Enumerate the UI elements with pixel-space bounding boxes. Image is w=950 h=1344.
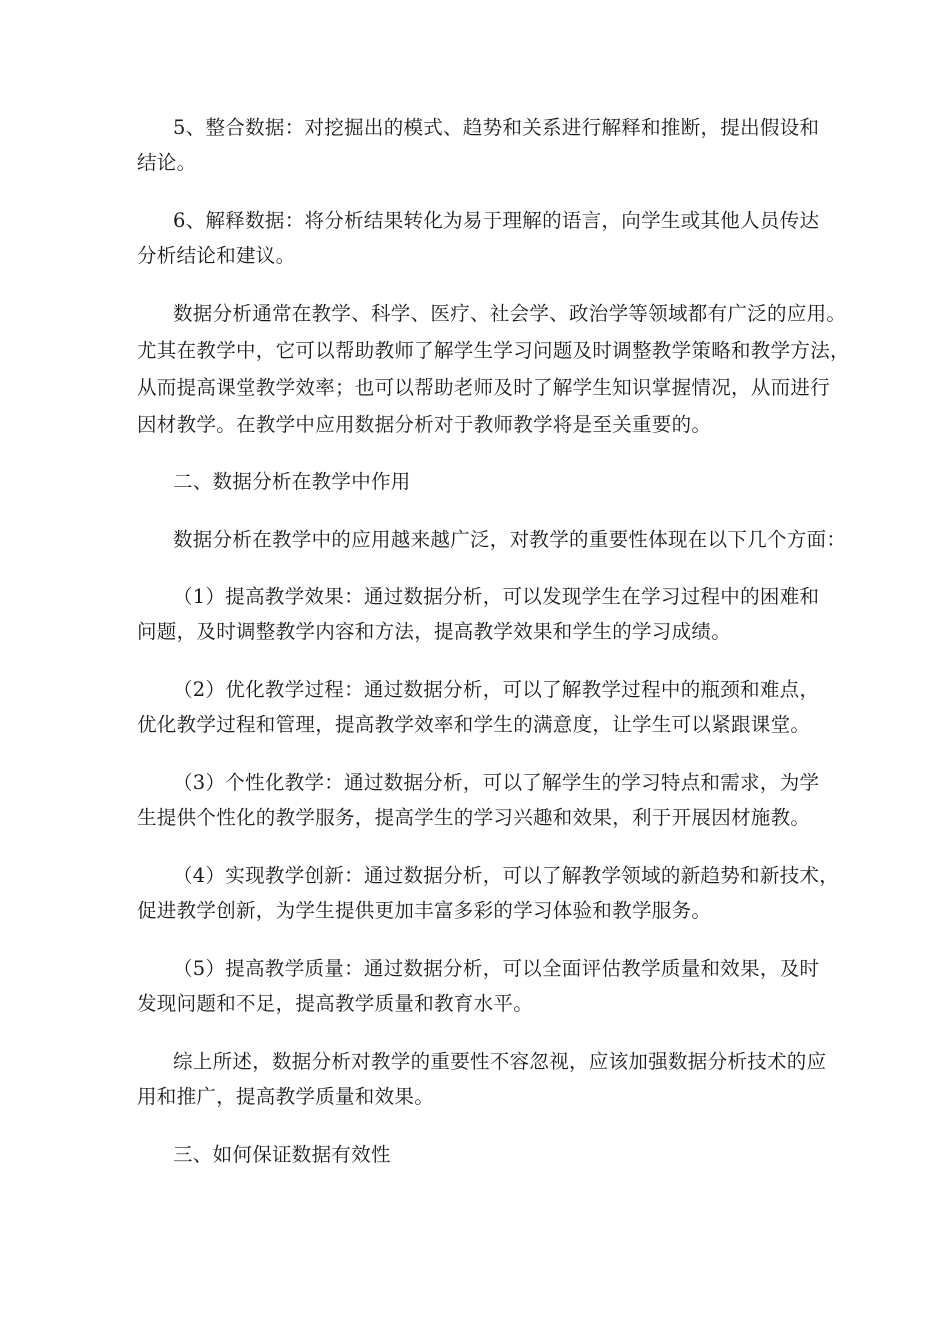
paragraph-usage-line3: 从而提高课堂教学效率；也可以帮助老师及时了解学生知识掌握情况，从而进行 xyxy=(137,376,831,399)
section-heading-2: 二、数据分析在教学中作用 xyxy=(173,470,411,493)
list-item-5-line2: 发现问题和不足，提高教学质量和教育水平。 xyxy=(137,992,534,1015)
list-item-4-line2: 促进教学创新，为学生提供更加丰富多彩的学习体验和教学服务。 xyxy=(137,899,712,922)
list-item-3-line1: （3）个性化教学：通过数据分析，可以了解学生的学习特点和需求，为学 xyxy=(173,771,820,794)
paragraph-intro-line1: 数据分析在教学中的应用越来越广泛，对教学的重要性体现在以下几个方面： xyxy=(173,528,847,551)
list-item-1-line1: （1）提高教学效果：通过数据分析，可以发现学生在学习过程中的困难和 xyxy=(173,585,820,608)
list-item-5-line1: （5）提高教学质量：通过数据分析，可以全面评估教学质量和效果，及时 xyxy=(173,957,820,980)
list-item-3-line2: 生提供个性化的教学服务，提高学生的学习兴趣和效果，利于开展因材施教。 xyxy=(137,806,811,829)
paragraph-usage-line2: 尤其在教学中，它可以帮助教师了解学生学习问题及时调整教学策略和教学方法， xyxy=(137,339,850,362)
paragraph-step6-line2: 分析结论和建议。 xyxy=(137,244,296,267)
list-item-4-line1: （4）实现教学创新：通过数据分析，可以了解教学领域的新趋势和新技术， xyxy=(173,864,840,887)
paragraph-step5-line1: 5、整合数据：对挖掘出的模式、趋势和关系进行解释和推断，提出假设和 xyxy=(173,116,820,139)
paragraph-usage-line1: 数据分析通常在教学、科学、医疗、社会学、政治学等领域都有广泛的应用。 xyxy=(173,302,847,325)
list-item-1-line2: 问题，及时调整教学内容和方法，提高教学效果和学生的学习成绩。 xyxy=(137,620,732,643)
paragraph-usage-line4: 因材教学。在教学中应用数据分析对于教师教学将是至关重要的。 xyxy=(137,413,712,436)
list-item-2-line2: 优化教学过程和管理，提高教学效率和学生的满意度，让学生可以紧跟课堂。 xyxy=(137,713,811,736)
paragraph-summary-line1: 综上所述，数据分析对教学的重要性不容忽视，应该加强数据分析技术的应 xyxy=(173,1050,827,1073)
list-item-2-line1: （2）优化教学过程：通过数据分析，可以了解教学过程中的瓶颈和难点， xyxy=(173,678,820,701)
paragraph-summary-line2: 用和推广，提高教学质量和效果。 xyxy=(137,1085,435,1108)
paragraph-step5-line2: 结论。 xyxy=(137,151,197,174)
paragraph-step6-line1: 6、解释数据：将分析结果转化为易于理解的语言，向学生或其他人员传达 xyxy=(173,209,820,232)
section-heading-3: 三、如何保证数据有效性 xyxy=(173,1143,391,1166)
